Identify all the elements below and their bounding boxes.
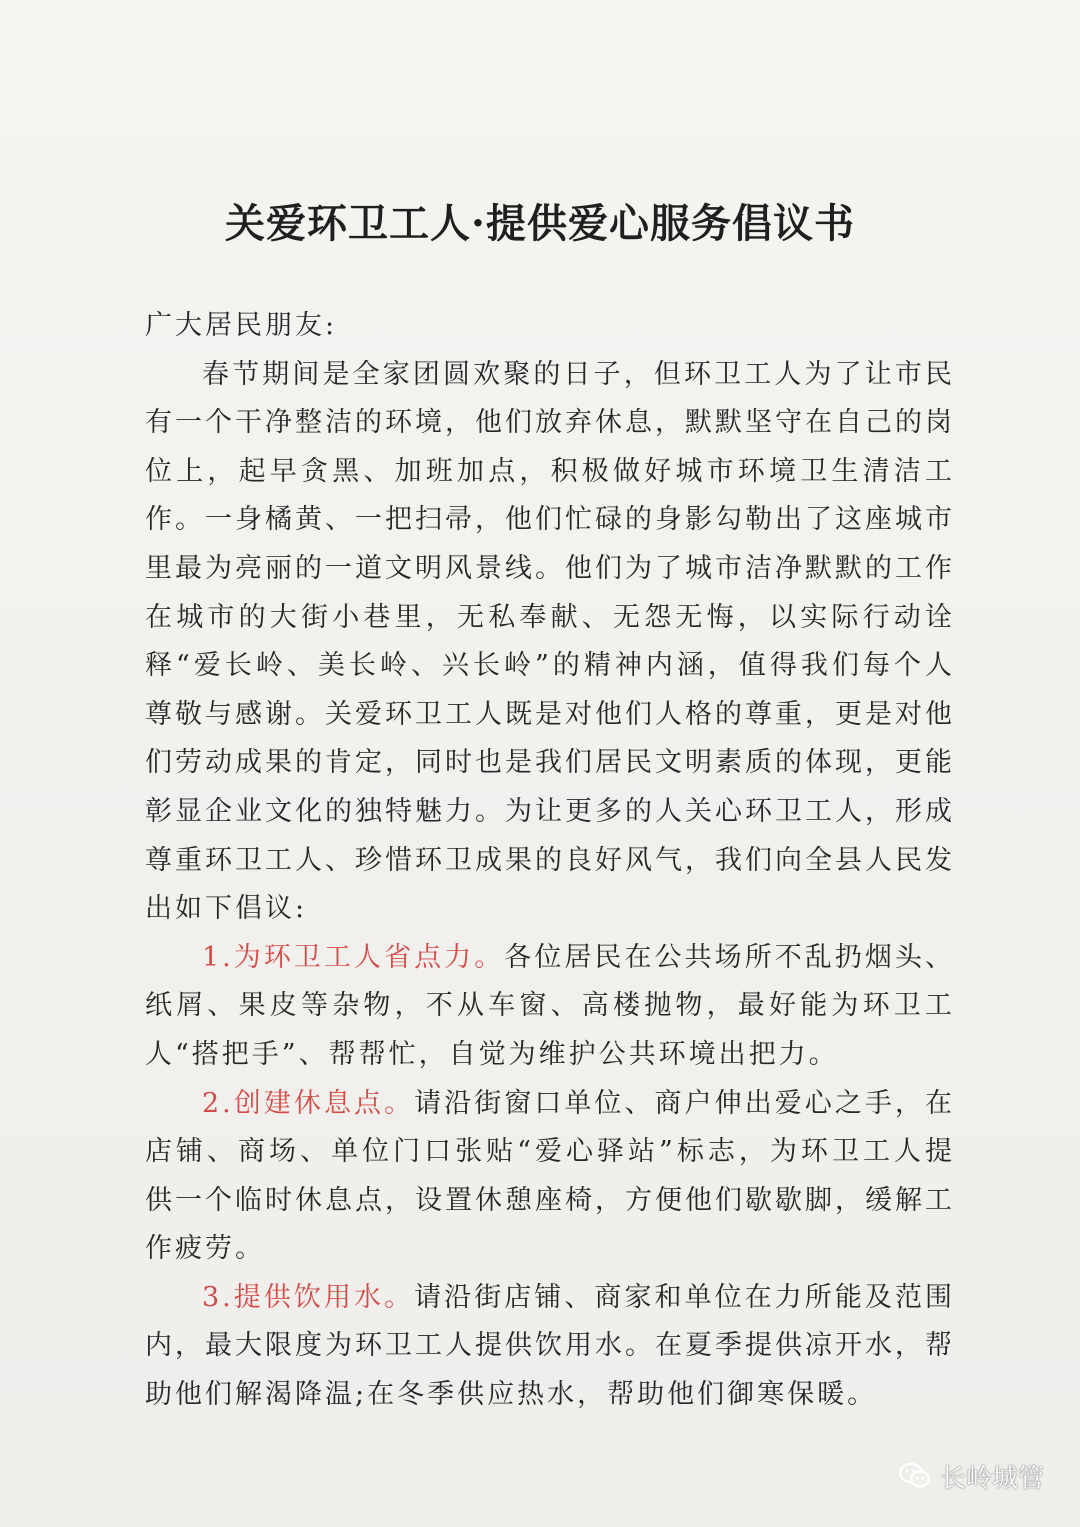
salutation: 广大居民朋友: bbox=[145, 310, 338, 341]
document-body bbox=[145, 302, 955, 1420]
proposal-item-text: 请沿街窗口单位、商户伸出爱心之手，在店铺、商场、单位门口张贴“爱心驿站”标志，为环卫工人提供一个临时休息点，设置休憩座椅，方便他们歇歇脚，缓解工作疲劳。 bbox=[145, 1087, 955, 1265]
document-title: 关爱环卫工人·提供爱心服务倡议书 bbox=[225, 200, 855, 247]
proposal-item-heading: 3.提供饮用水。 bbox=[202, 1281, 415, 1313]
proposal-item-text: 各位居民在公共场所不乱扔烟头、纸屑、果皮等杂物，不从车窗、高楼抛物，最好能为环卫工人“搭把手”、帮帮忙，自觉为维护公共环境出把力。 bbox=[145, 941, 956, 1070]
body-paragraph: 春节期间是全家团圆欢聚的日子，但环卫工人为了让市民有一个干净整洁的环境，他们放弃休息，默默坚守在自己的岗位上，起早贪黑、加班加点，积极做好城市环境卫生清洁工作。一身橘黄、一把扫帚，他们忙碌的身影勾勒出了这座城市里最为亮丽的一道文明风景线。他们为了城市洁净默默的工作在城市的大街小巷里，无私奉献、无怨无悔，以实际行动诠释“爱长岭、美长岭、兴长岭”的精神内涵，值得我们每个人尊敬与感谢。关爱环卫工人既是对他们人格的尊重，更是对他们劳动成果的肯定，同时也是我们居民文明素质的体现，更能彰显企业文化的独特魅力。为让更多的人关心环卫工人，形成尊重环卫工人、珍惜环卫成果的良好风气，我们向全县人民发出如下倡议: bbox=[145, 358, 955, 925]
proposal-item-heading: 1.为环卫工人省点力。 bbox=[202, 941, 505, 973]
proposal-item-3 bbox=[145, 1274, 955, 1420]
proposal-item-heading: 2.创建休息点。 bbox=[202, 1087, 415, 1119]
proposal-item-2 bbox=[145, 1080, 955, 1274]
wechat-icon bbox=[898, 1461, 932, 1491]
source-watermark bbox=[898, 1456, 1044, 1496]
watermark-label: 长岭城管 bbox=[939, 1463, 1044, 1494]
proposal-item-1 bbox=[145, 934, 955, 1080]
proposal-item-text: 请沿街店铺、商家和单位在力所能及范围内，最大限度为环卫工人提供饮用水。在夏季提供凉开水，帮助他们解渴降温;在冬季供应热水，帮助他们御寒保暖。 bbox=[145, 1281, 955, 1411]
